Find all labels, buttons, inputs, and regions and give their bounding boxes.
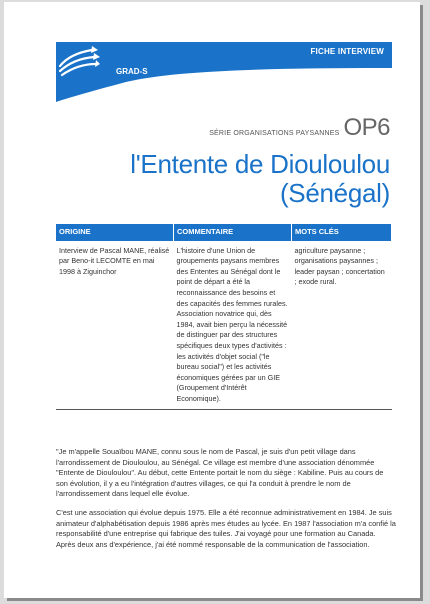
paragraph-1: "Je m'appelle Souaïbou MANE, connu sous le nom de Pascal, je suis d'un petit village dans l'arrondissement de Diouloulou, au Sénégal. Ce village est membre d'une association dénommée "Entente de Diouloulou". Au début, cette Entente portait le nom du siège : Kabiline. Puis au cours de son évolution, il y a eu l'intégration d'autres villages, ce qui l'a conduit à prendre le nom de l'arrondissement dans lequel elle évolue. bbox=[56, 447, 384, 499]
document-title bbox=[130, 150, 390, 208]
series-label: SÉRIE ORGANISATIONS PAYSANNES bbox=[209, 130, 340, 137]
interview-body bbox=[56, 447, 396, 558]
grad-s-logo-icon bbox=[56, 42, 100, 78]
table-row bbox=[56, 241, 392, 409]
header-comment: COMMENTAIRE bbox=[174, 224, 292, 241]
document-page bbox=[4, 2, 420, 598]
origin-cell: Interview de Pascal MANE, réalisé par Beno-it LECOMTE en mai 1998 à Ziguinchor bbox=[56, 241, 174, 409]
keywords-cell: agriculture paysanne ; organisations paysannes ; leader paysan ; concertation ; exode rural. bbox=[292, 241, 392, 409]
paragraph-2: C'est une association qui évolue depuis 1975. Elle a été reconnue administrativement en 1984. Je suis animateur d'alphabétisation depuis 1986 après mes études au lycée. En 1987 l'association m'a confié la responsabilité d'une entreprise qui fabrique des tuiles. J'ai voyagé pour une formation au Canada. Après deux ans d'expérience, j'ai été nommé responsable de la communication de l'association. bbox=[56, 507, 396, 549]
header-origin: ORIGINE bbox=[56, 224, 174, 241]
comment-cell: L'histoire d'une Union de groupements paysans membres des Ententes au Sénégal dont le point de départ a été la reconnaissance des besoins et des capacités des femmes rurales. Association novatrice qui, dès 1984, avait bien perçu la nécessité de distinguer par des structures spécifiques deux types d'activités : les activités d'objet social ("le bureau social") et les activités économiques gérées par un GIE (Groupement d'Intérêt Economique). bbox=[174, 241, 292, 409]
series-heading bbox=[209, 114, 390, 142]
header-banner bbox=[56, 42, 392, 102]
table-header-row bbox=[56, 224, 392, 241]
header-keywords: MOTS CLÉS bbox=[292, 224, 392, 241]
info-table bbox=[56, 224, 392, 410]
brand-name: GRAD-S bbox=[116, 67, 148, 76]
fiche-interview-label: FICHE INTERVIEW bbox=[310, 47, 384, 56]
title-line-2: (Sénégal) bbox=[279, 178, 390, 208]
title-line-1: l'Entente de Diouloulou bbox=[130, 149, 390, 179]
series-code: OP6 bbox=[343, 114, 390, 141]
